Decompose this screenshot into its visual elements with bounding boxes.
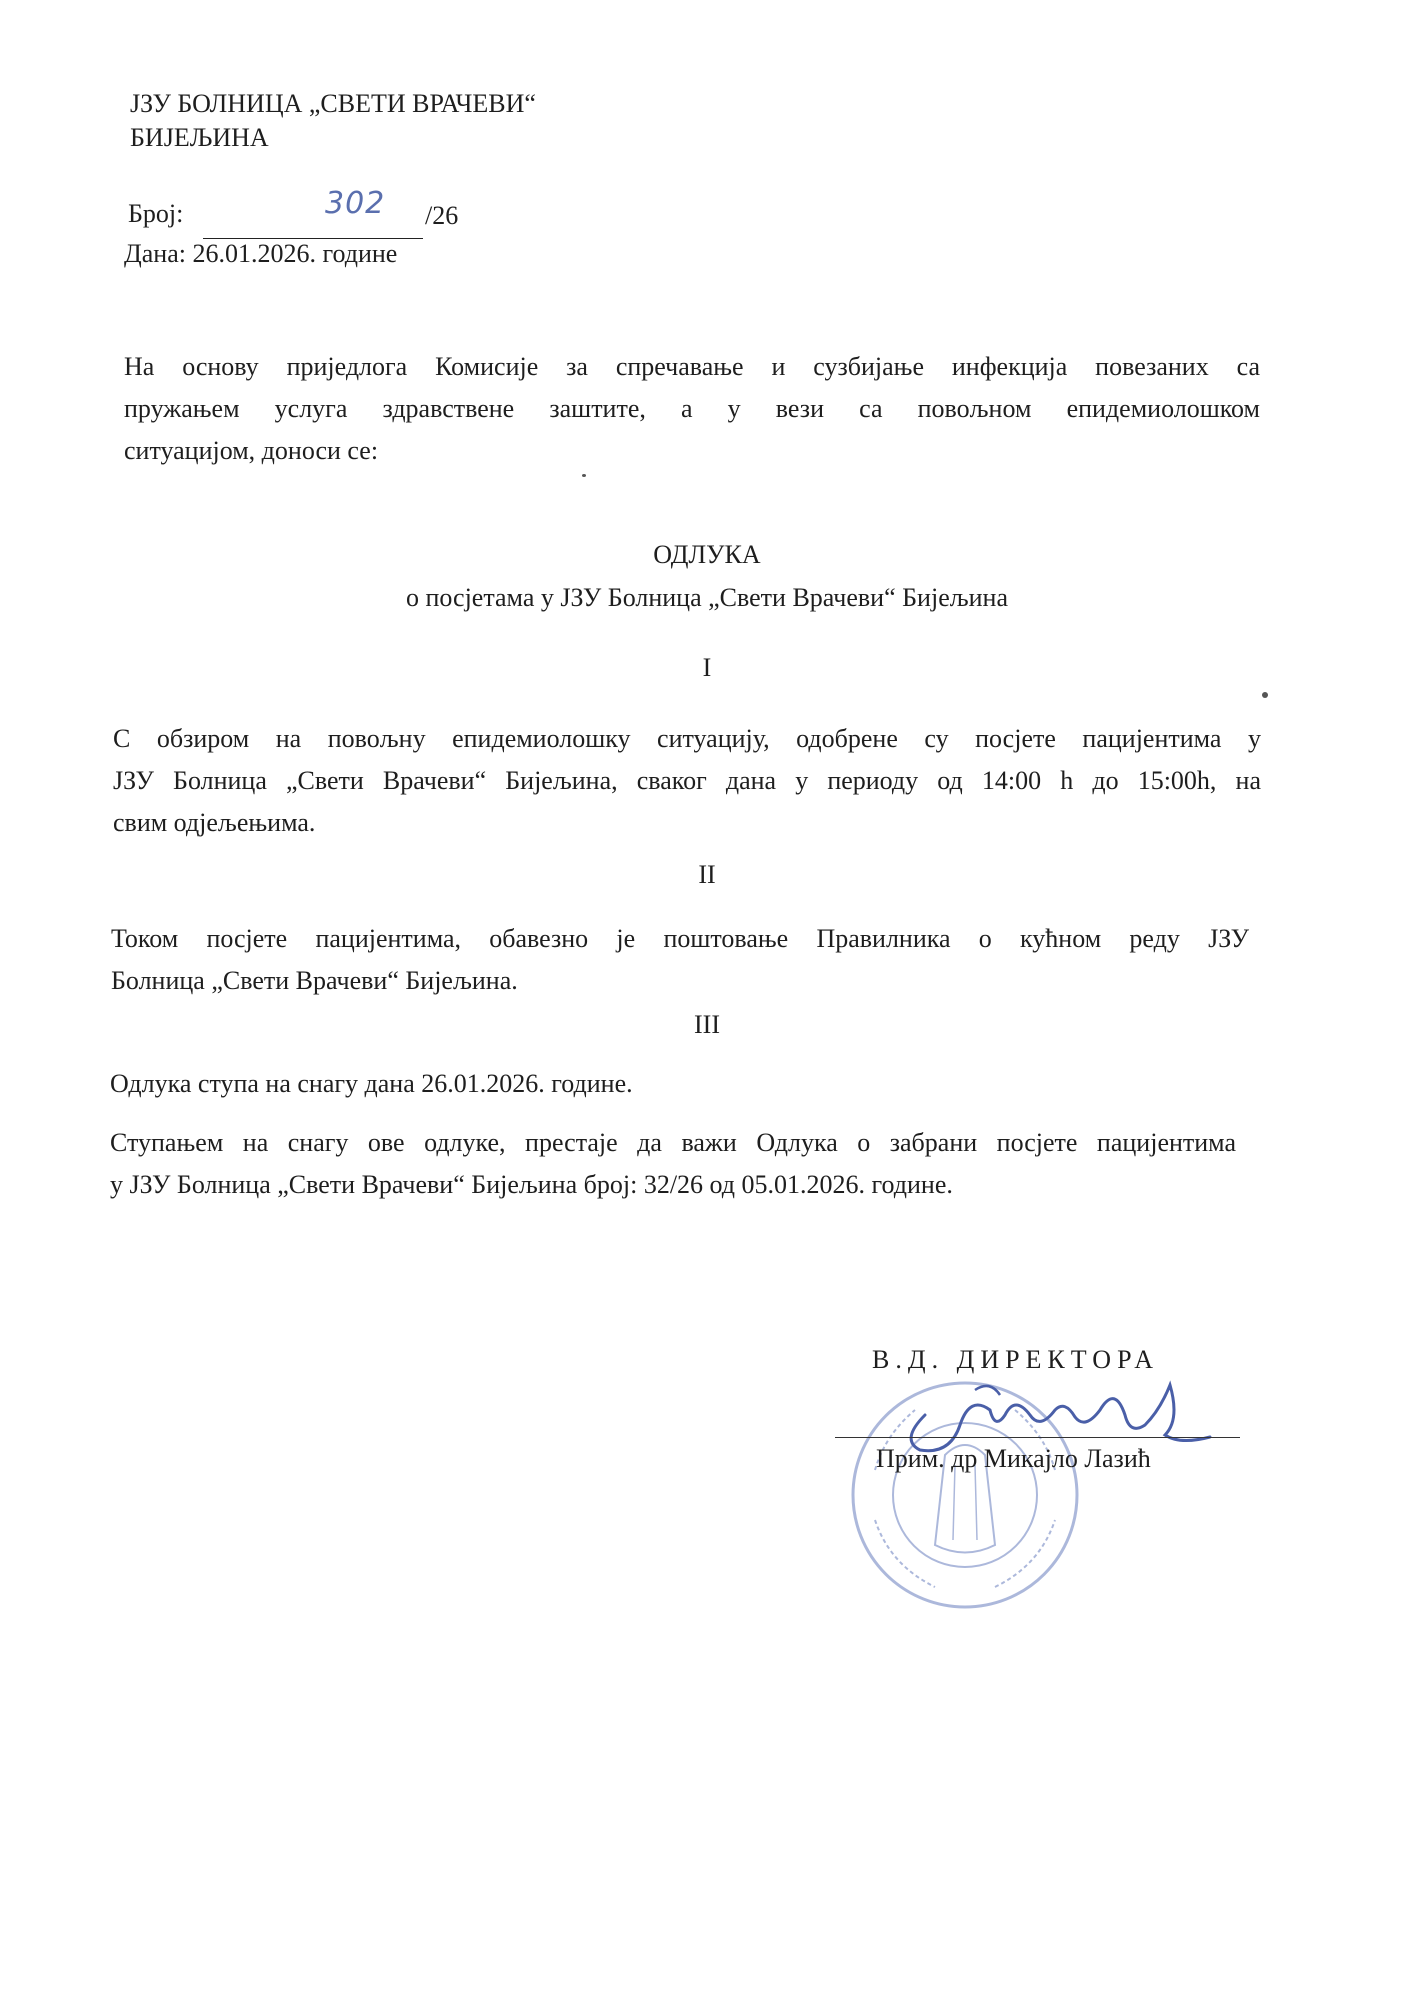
handwritten-number: 302 — [325, 186, 386, 221]
section-line: Болница „Свети Врачеви“ Бијељина. — [111, 966, 518, 995]
preamble — [124, 346, 1260, 472]
preamble-line: ситуацијом, доноси се: — [124, 436, 379, 465]
section-numeral: III — [694, 1010, 720, 1039]
signatory-name: Прим. др Микајло Лазић — [876, 1444, 1151, 1473]
section-line: Одлука ступа на снагу дана 26.01.2026. године. — [110, 1069, 633, 1098]
section-line: С обзиром на повољну епидемиолошку ситуацију, одобрене су посјете пацијентима у — [113, 724, 1261, 753]
scan-speck — [582, 474, 586, 477]
number-label: Број: — [128, 199, 184, 228]
section-line: у ЈЗУ Болница „Свети Врачеви“ Бијељина број: 32/26 од 05.01.2026. године. — [110, 1170, 953, 1199]
signature-line — [835, 1437, 1240, 1438]
section-line: ЈЗУ Болница „Свети Врачеви“ Бијељина, сваког дана у периоду од 14:00 h до 15:00h, на — [113, 766, 1261, 795]
section-line: Ступањем на снагу ове одлуке, престаје да важи Одлука о забрани посјете пацијентима — [110, 1128, 1236, 1157]
signature-title: В.Д. ДИРЕКТОРА — [872, 1345, 1159, 1374]
section-line: Током посјете пацијентима, обавезно је поштовање Правилника о кућном реду ЈЗУ — [111, 924, 1249, 953]
number-underline — [203, 210, 423, 239]
preamble-line: На основу приједлога Комисије за спречавање и сузбијање инфекција повезаних са — [124, 352, 1260, 381]
decision-subtitle: о посјетама у ЈЗУ Болница „Свети Врачеви“ Бијељина — [405, 583, 1009, 612]
preamble-line: пружањем услуга здравствене заштите, а у вези са повољном епидемиолошком — [124, 394, 1260, 423]
section-1-text — [113, 718, 1261, 844]
decision-title: ОДЛУКА — [653, 540, 761, 569]
section-numeral: I — [702, 653, 712, 682]
scan-speck — [1262, 692, 1268, 698]
section-3-extra — [110, 1122, 1236, 1206]
date-line: Дана: 26.01.2026. године — [124, 239, 398, 268]
section-2-text — [111, 918, 1249, 1002]
institution-name: ЈЗУ БОЛНИЦА „СВЕТИ ВРАЧЕВИ“ — [130, 89, 536, 118]
institution-city: БИЈЕЉИНА — [130, 123, 269, 152]
number-suffix: /26 — [425, 201, 459, 230]
section-line: свим одјељењима. — [113, 808, 316, 837]
section-numeral: II — [698, 860, 716, 889]
